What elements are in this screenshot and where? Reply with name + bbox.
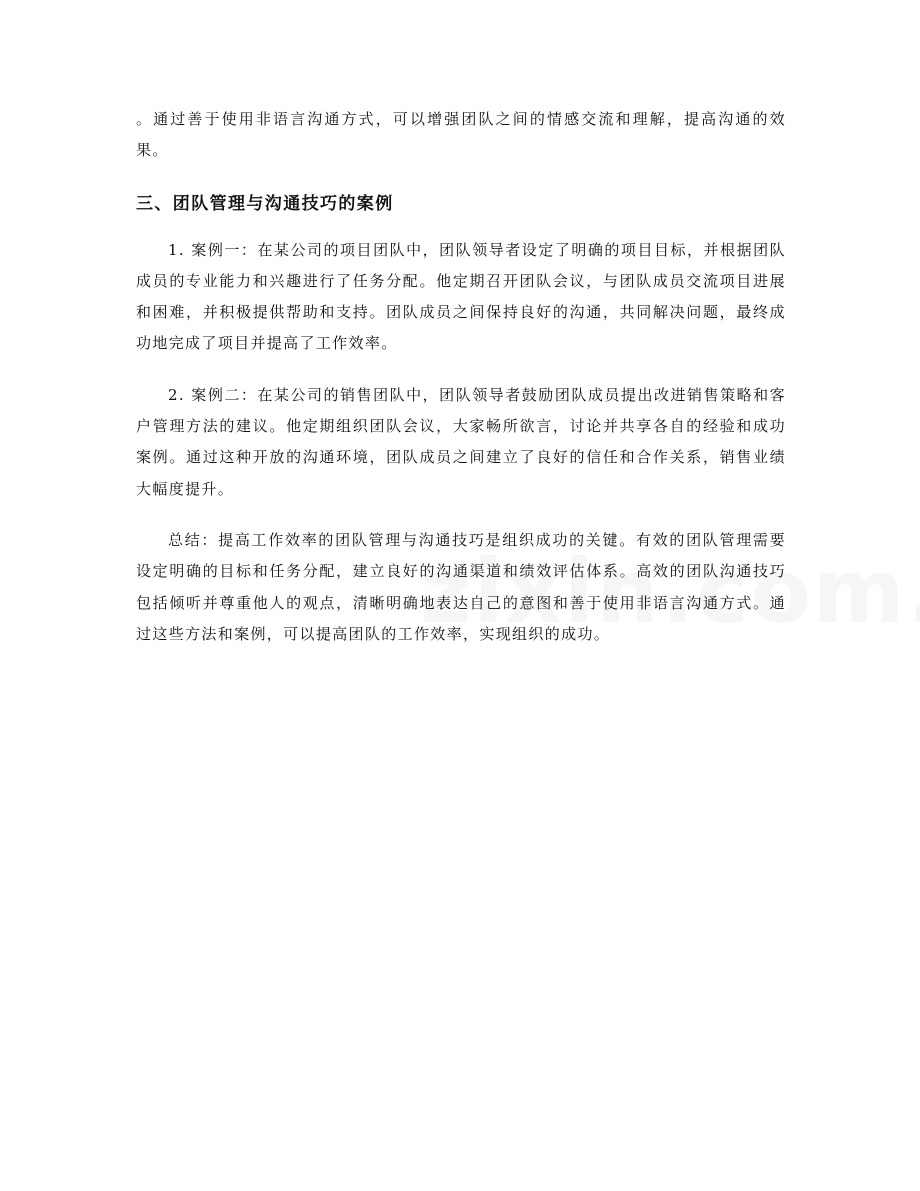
section-heading: 三、团队管理与沟通技巧的案例	[136, 193, 394, 214]
summary-paragraph: 总结：提高工作效率的团队管理与沟通技巧是组织成功的关键。有效的团队管理需要设定明确的目标和任务分配，建立良好的沟通渠道和绩效评估体系。高效的团队沟通技巧包括倾听并尊重他人的观点，清晰明确地表达自己的意图和善于使用非语言沟通方式。通过这些方法和案例，可以提高团队的工作效率，实现组织的成功。	[136, 530, 786, 643]
intro-paragraph: 。通过善于使用非语言沟通方式，可以增强团队之间的情感交流和理解，提高沟通的效果。	[136, 110, 786, 160]
case-two-paragraph: 2. 案例二：在某公司的销售团队中，团队领导者鼓励团队成员提出改进销售策略和客户管理方法的建议。他定期组织团队会议，大家畅所欲言，讨论并共享各自的经验和成功案例。通过这种开放的沟通环境，团队成员之间建立了良好的信任和合作关系，销售业绩大幅度提升。	[136, 385, 786, 498]
document-body	[136, 104, 786, 650]
case-one-paragraph: 1. 案例一：在某公司的项目团队中，团队领导者设定了明确的项目目标，并根据团队成员的专业能力和兴趣进行了任务分配。他定期召开团队会议，与团队成员交流项目进展和困难，并积极提供帮助和支持。团队成员之间保持良好的沟通，共同解决问题，最终成功地完成了项目并提高了工作效率。	[136, 240, 786, 353]
